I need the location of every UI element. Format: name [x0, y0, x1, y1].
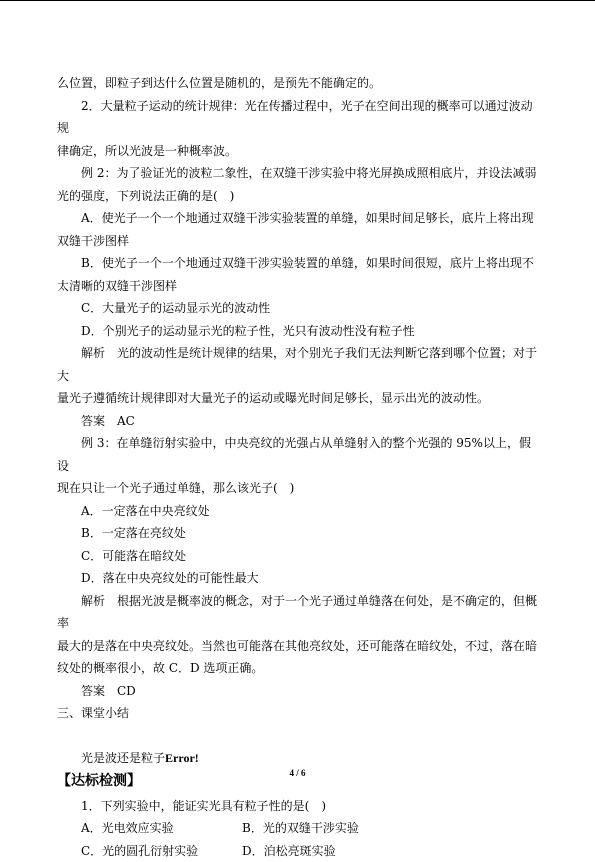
option-b: B．光的双缝干涉实验 [242, 817, 403, 840]
example-2-stem: 例 2：为了验证光的波粒二象性，在双缝干涉实验中将光屏换成照相底片，并设法减弱 [57, 162, 542, 185]
options-row [57, 840, 542, 862]
option-a: A．光电效应实验 [81, 817, 242, 840]
spacer [57, 725, 542, 747]
paragraph-line: 2．大量粒子运动的统计规律：光在传播过程中，光子在空间出现的概率可以通过波动规 [57, 95, 542, 140]
question-1: 1．下列实验中，能证实光具有粒子性的是( ) [57, 795, 542, 818]
document-body [57, 72, 542, 862]
options-row [57, 817, 542, 840]
option-b: B．一定落在亮纹处 [57, 522, 542, 545]
option-c: C．可能落在暗纹处 [57, 545, 542, 568]
option-d: D．个别光子的运动显示光的粒子性，光只有波动性没有粒子性 [57, 320, 542, 343]
paragraph-line: 么位置，即粒子到达什么位置是随机的，是预先不能确定的。 [57, 72, 542, 95]
answer: 答案 CD [57, 680, 542, 703]
analysis: 解析 根据光波是概率波的概念，对于一个光子通过单缝落在何处，是不确定的，但概率 [57, 590, 542, 635]
option-d: D．泊松亮斑实验 [242, 840, 403, 862]
example-3-stem: 例 3：在单缝衍射实验中，中央亮纹的光强占从单缝射入的整个光强的 95%以上，假设 [57, 432, 542, 477]
analysis: 解析 光的波动性是统计规律的结果，对个别光子我们无法判断它落到哪个位置；对于大 [57, 342, 542, 387]
error-field: Error! [165, 751, 199, 765]
option-c: C．大量光子的运动显示光的波动性 [57, 297, 542, 320]
summary-line [57, 747, 542, 770]
analysis-cont: 量光子遵循统计规律即对大量光子的运动或曝光时间足够长，显示出光的波动性。 [57, 387, 542, 410]
summary-heading: 三、课堂小结 [57, 702, 542, 725]
option-b-cont: 太清晰的双缝干涉图样 [57, 275, 542, 298]
option-a: A．一定落在中央亮纹处 [57, 500, 542, 523]
option-d: D．落在中央亮纹处的可能性最大 [57, 567, 542, 590]
section-title: 【达标检测】 [57, 770, 542, 793]
paragraph-line: 律确定，所以光波是一种概率波。 [57, 140, 542, 163]
example-2-stem-cont: 光的强度，下列说法正确的是( ) [57, 185, 542, 208]
page-number: 4 / 6 [0, 768, 595, 778]
example-3-stem-cont: 现在只让一个光子通过单缝，那么该光子( ) [57, 477, 542, 500]
option-a: A．使光子一个一个地通过双缝干涉实验装置的单缝，如果时间足够长，底片上将出现 [57, 207, 542, 230]
option-c: C．光的圆孔衍射实验 [81, 840, 242, 862]
analysis-cont: 最大的是落在中央亮纹处。当然也可能落在其他亮纹处，还可能落在暗纹处，不过，落在暗 [57, 635, 542, 658]
top-rule [0, 0, 595, 1]
answer: 答案 AC [57, 410, 542, 433]
summary-text: 光是波还是粒子 [81, 751, 165, 765]
option-a-cont: 双缝干涉图样 [57, 230, 542, 253]
option-b: B．使光子一个一个地通过双缝干涉实验装置的单缝，如果时间很短，底片上将出现不 [57, 252, 542, 275]
analysis-cont: 纹处的概率很小，故 C．D 选项正确。 [57, 657, 542, 680]
